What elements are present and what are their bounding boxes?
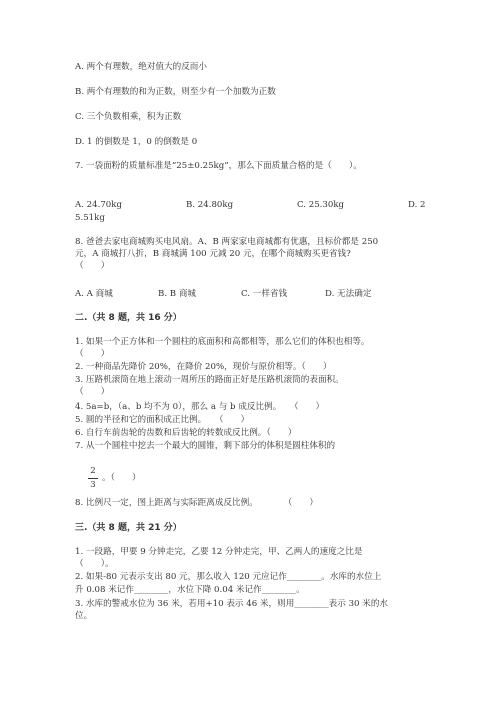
fraction-bar xyxy=(88,478,98,479)
s2-item-2: 2. 一种商品先降价 20%，在降价 20%，现价与原价相等。（ ） xyxy=(75,362,332,372)
option-a: A. 两个有理数，绝对值大的反而小 xyxy=(75,62,207,72)
s3-item-2-cont: 升 0.08 米记作________，水位下降 0.04 米记作________。 xyxy=(75,585,305,595)
fraction-numerator: 2 xyxy=(90,466,96,476)
q7-option-c: C. 25.30kg xyxy=(297,200,345,210)
s2-item-8: 8. 比例尺一定，图上距离与实际距离成反比例。 （ ） xyxy=(75,498,318,508)
q7-option-b: B. 24.80kg xyxy=(186,200,234,210)
question-8-blank: （ ） xyxy=(75,261,110,271)
s2-item-3-blank: （ ） xyxy=(75,387,110,397)
s2-item-1-blank: （ ） xyxy=(75,349,110,359)
q7-option-d-wrap: 5.51kg xyxy=(75,213,105,223)
s2-item-7: 7. 从一个圆柱中挖去一个最大的圆锥，剩下部分的体积是圆柱体积的 xyxy=(75,441,336,451)
question-8-line1: 8. 爸爸去家电商城购买电风扇。A、B 两家家电商城都有优惠，且标价都是 250 xyxy=(75,237,379,247)
s3-item-3: 3. 水库的警戒水位为 36 米，若用+10 表示 46 米，则用________表示 30 米的水 xyxy=(75,599,389,609)
question-8-line2: 元，A 商城打八折，B 商城满 100 元减 20 元，在哪个商城购买更省钱? xyxy=(75,249,351,259)
s3-item-3-cont: 位。 xyxy=(75,611,93,621)
s2-item-3: 3. 压路机滚筒在地上滚动一周所压的路面正好是压路机滚筒的表面积。 xyxy=(75,375,344,385)
s2-item-1: 1. 如果一个正方体和一个圆柱的底面积和高都相等，那么它们的体积也相等。 xyxy=(75,337,370,347)
option-c: C. 三个负数相乘，积为正数 xyxy=(75,112,182,122)
option-d: D. 1 的倒数是 1，0 的倒数是 0 xyxy=(75,137,198,147)
section-2-heading: 二.（共 8 题，共 16 分） xyxy=(75,313,182,323)
fraction-denominator: 3 xyxy=(90,480,96,490)
q8-option-b: B. B 商城 xyxy=(158,289,197,299)
s3-item-2: 2. 如果-80 元表示支出 80 元，那么收入 120 元应记作________。水库的水位上 xyxy=(75,572,382,582)
option-b: B. 两个有理数的和为正数，则至少有一个加数为正数 xyxy=(75,87,276,97)
q8-option-c: C. 一样省钱 xyxy=(241,289,288,299)
section-3-heading: 三.（共 8 题，共 21 分） xyxy=(75,523,182,533)
question-7-stem: 7. 一袋面粉的质量标准是“25±0.25kg”，那么下面质量合格的是（ ）。 xyxy=(75,161,362,171)
q7-option-d: D. 2 xyxy=(408,200,426,210)
q7-option-a: A. 24.70kg xyxy=(75,200,122,210)
s2-item-4: 4. 5a=b，（a、b 均不为 0），那么 a 与 b 成反比例。 （ ） xyxy=(75,402,325,412)
s2-item-6: 6. 自行车前齿轮的齿数和后齿轮的转数成反比例。（ ） xyxy=(75,428,297,438)
s3-item-1-blank: （ ）。 xyxy=(75,559,114,569)
s2-item-7-blank: 。（ ） xyxy=(102,473,141,483)
q8-option-d: D. 无法确定 xyxy=(325,289,372,299)
s2-item-7-fraction xyxy=(88,466,98,491)
s2-item-5: 5. 圆的半径和它的面积成正比例。 （ ） xyxy=(75,415,250,425)
s3-item-1: 1. 一段路，甲要 9 分钟走完，乙要 12 分钟走完，甲、乙两人的速度之比是 xyxy=(75,547,363,557)
q8-option-a: A. A 商城 xyxy=(75,289,113,299)
